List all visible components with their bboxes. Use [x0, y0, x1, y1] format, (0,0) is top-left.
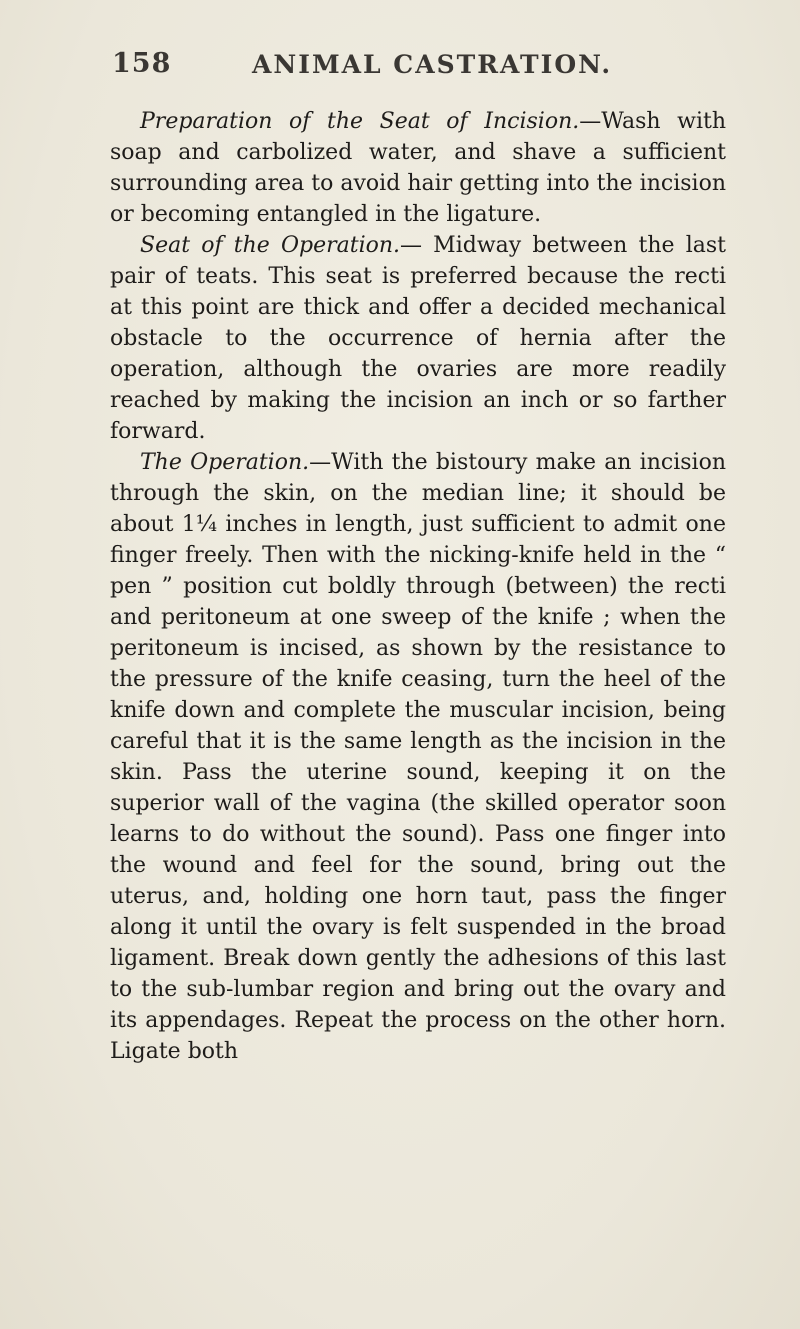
paragraph-text: — Midway between the last pair of teats. This seat is preferred because the recti at this point are thick and offer a decided mechanical obstacle to the occurrence of hernia after the operation, although the ovaries are more readily reached by making the incision an inch or so farther forward.: [110, 233, 726, 444]
paragraph-text: —Wash with soap and carbolized water, and shave a sufficient surrounding area to avoid hair getting into the incision or becoming entangled in the ligature.: [110, 109, 726, 227]
page-header: [112, 48, 712, 88]
running-title: ANIMAL CASTRATION.: [252, 50, 613, 79]
body-text: [110, 106, 726, 1067]
paragraph-heading: Preparation of the Seat of Incision.: [140, 109, 580, 134]
paragraph-heading: The Operation.: [140, 450, 310, 475]
page-number: 158: [112, 48, 172, 79]
paragraph-text: —With the bistoury make an incision through the skin, on the median line; it should be about 1¼ inches in length, just sufficient to admit one finger freely. Then with the nicking-knife held in the “ pen ” position cut boldly through (between) the recti and peritoneum at one sweep of the knife ; when the peritoneum is incised, as shown by the resistance to the pressure of the knife ceasing, turn the heel of the knife down and complete the muscular incision, being careful that it is the same length as the incision in the skin. Pass the uterine sound, keeping it on the superior wall of the vagina (the skilled operator soon learns to do without the sound). Pass one finger into the wound and feel for the sound, bring out the uterus, and, holding one horn taut, pass the finger along it until the ovary is felt suspended in the broad ligament. Break down gently the adhesions of this last to the sub-lumbar region and bring out the ovary and its appendages. Repeat the process on the other horn. Ligate both: [110, 450, 726, 1064]
paragraph-seat: [110, 230, 726, 447]
paragraph-preparation: [110, 106, 726, 230]
paragraph-operation: [110, 447, 726, 1067]
paragraph-heading: Seat of the Operation.: [140, 233, 401, 258]
